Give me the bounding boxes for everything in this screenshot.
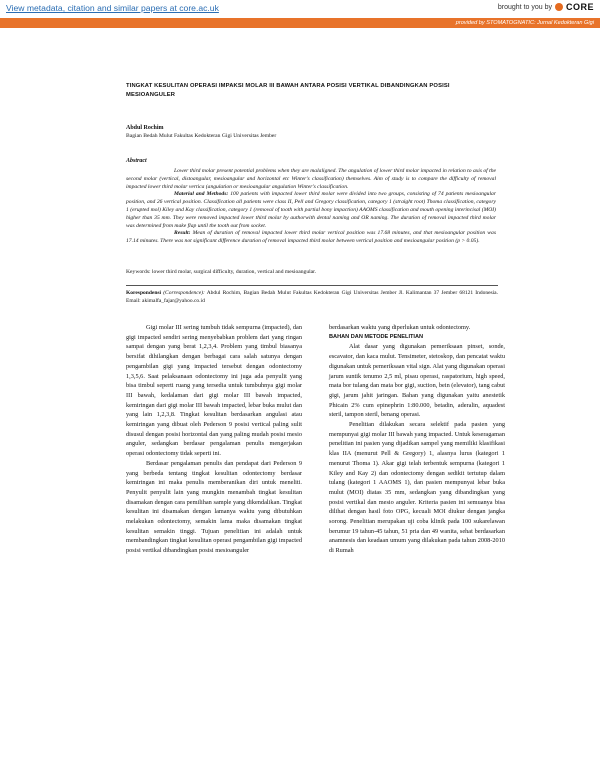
abstract-paragraph: Result: Mean of duration of removal impacted lower third molar vertical position was 17.68 minutes, and that mesioangular position was 17.14 minutes. There was not significant difference duration of removal impacted third molar between vertical position and mesioangular position (p > 0.05).: [126, 230, 496, 245]
body-paragraph: Alat dasar yang digunakan pemeriksaan pinset, sonde, escavator, dan kaca mulut. Tensimeter, stetoskop, dan pencatat waktu digunakan untuk pemeriksaan vital sign. Alat yang digunakan operasi jarum suntik tenumo 2,5 ml, pisau operasi, raspatorium, high speed, mata bor tulang dan mata bor gigi, suction, bein (elevator), tang cabut gigi, jarum jahit jaringan. Bahan yang digunakan yaitu anestetik Phicain 2% cum epinephrin 1:80.000, betadin, aderalin, aquadest steril, tampon steril, benang operasi.: [329, 343, 505, 419]
body-column-right: [329, 323, 505, 556]
provided-by-text[interactable]: provided by STOMATOGNATIC: Jurnal Kedokteran Gigi: [455, 20, 594, 26]
core-brand[interactable]: [498, 2, 594, 12]
abstract-body: [126, 168, 496, 246]
divider: [126, 285, 498, 286]
core-logo-icon: [555, 3, 563, 11]
core-logo-text: CORE: [565, 2, 594, 12]
correspondence-label-en: (Correspondence):: [163, 290, 205, 296]
keywords: Keywords: lower third molar, surgical difficulty, duration, vertical and mesioangular.: [126, 269, 317, 275]
abstract-paragraph: Material and Methods: 100 patients with impacted lower third molar were divided into two groups, consisting of 74 patients mesioangular position, and 26 vertical position. Classification all patients were class II, Pell and Gregory classification, category 1 (straight root) Thoma classification, category 1 (erupted mol) Kiley and Kay classification, category 1 (removal of tooth with partial bony impaction) AAOMS classification and mouth opening interincisal (MOI) higher than 35 mm. They were removed impacted lower third molar by authorwith dental naming and OR naming. The duration of removal impacted third molar was determined from make flap until the tooth out from socket.: [126, 191, 496, 229]
section-heading: BAHAN DAN METODE PENELITIAN: [329, 333, 424, 340]
correspondence: [126, 290, 498, 305]
correspondence-label: Korespondensi: [126, 290, 162, 296]
correspondence-text: Abdul Rochim, Bagian Bedah Mulut Fakultas Kedokteran Gigi Universitas Jember Jl. Kalimantan 37 Jember 68121 Indonesia. Email: akimalfa_fajar@yahoo.co.id: [126, 290, 498, 304]
body-paragraph: Gigi molar III sering tumbuh tidak sempurna (impacted), dan gigi impacted sendiri sering menyebabkan problem dari yang ringan sampai dengan yang berat 1,2,3,4. Problem yang timbul biasanya bersifat dihilangkan dengan berbagai cara salah satunya dengan pengambilan gigi yang impacted tersebut dengan odontectomy 1,3,5,6. Saat pelaksanaan odontectomy ini juga ada penyulit yang bisa timbul seperti ruang yang tersedia untuk tumbuhnya gigi molar III bawah, kedalaman dari gigi molar III bawah impacted, kemiringan dari gigi molar III bawah impacted, lebar buka mulut dan yang lain 1,2,3,8. Tingkat kesulitan berdasarkan angulasi atau kemiringan yang dibuat oleh Pederson 9 posisi vertical paling sulit disusul dengan posisi horizontal dan yang paling mudah posisi mesio anguler, sedangkan berdasar pengalaman penulis mengerjakan operasi odontectomy tidak seperti ini.: [126, 324, 302, 458]
core-metadata-link[interactable]: View metadata, citation and similar papers at core.ac.uk: [6, 3, 219, 13]
provided-by-bar: [0, 18, 600, 28]
body-column-left: [126, 323, 302, 556]
body-paragraph: berdasarkan waktu yang diperlukan untuk odontectomy.: [329, 324, 471, 331]
abstract-paragraph: Lower third molar present potential problems when they are malaligned. The angulation of lower third molar impacted in relation to axis of the second molar (vertical, distoangular, mesioangular and horizontal etc Winter's classification) themselves. Aim of study is to compare the difficulty of removal impacted lower third molar vertica (angulation or mesioangular angulation Winter's classification.: [126, 168, 496, 190]
author-affiliation: Bagian Bedah Mulut Fakultas Kedokteran Gigi Universitas Jember: [126, 133, 277, 139]
body-paragraph: Penelitian dilakukan secara selektif pada pasien yang mempunyai gigi molar III bawah yang impacted. Untuk keseragaman penelitian ini pasien yang dijadikan sampel yang memiliki klasifikasi klas IIA (menurut Pell & Gregory) 1, alasnya lurus (kategori 1 menurut Thoma 1). Akar gigi telah terbentuk sempurna (kategori 1 Kiley and Kay 2) dan odontectomy dengan sedikit tertutup dalam tulang (kategori 1 AAOMS 1), dan pasien mempunyai lebar buka mulut (MOI) diatas 35 mm, sedangkan yang dibandingkan yang posisi vertikal dan mesio anguler. Kriteria pasien ini semuanya bisa dilihat dengan hasil foto OPG, kecuali MOI diukur dengan jangka sorong. Penelitian merupakan uji coba klinik pada 100 sukarelawan berumur 19 tahun-45 tahun, 51 pria dan 49 wanita, sehat berdasarkan anamnesis dan keadaan umum yang dilakukan pada tahun 2008-2010 di Rumah: [329, 421, 505, 555]
author-name: Abdul Rochim: [126, 125, 164, 131]
paper-title: TINGKAT KESULITAN OPERASI IMPAKSI MOLAR III BAWAH ANTARA POSISI VERTIKAL DIBANDINGKAN POSISI MESIOANGULER: [126, 83, 450, 98]
body-paragraph: Berdasar pengalaman penulis dan pendapat dari Pederson 9 yang berbeda tentang tingkat kesulitan odontectomy berdasar kemiringan ini maka penulis memberanikan diri untuk meneliti. Penyulit penyulit lain yang mungkin menambah tingkat kesulitan disamakan dengan cara pemilihan sample yang dikendalikan. Tingkat kesulitan ini disamakan dengan lamanya waktu yang dibutuhkan melakukan odontectomy, semakin lama maka disamakan tingkat kesulitan semakin tinggi. Tujuan penelitian ini adalah untuk membandingkan tingkat kesulitan operasi pengambilan gigi impacted posisi vertikal dibandingkan posisi mesioanguler: [126, 459, 302, 555]
abstract-heading: Abstract: [126, 158, 147, 164]
core-header-bar: [0, 0, 600, 18]
brought-by-text: brought to you by: [497, 3, 552, 11]
